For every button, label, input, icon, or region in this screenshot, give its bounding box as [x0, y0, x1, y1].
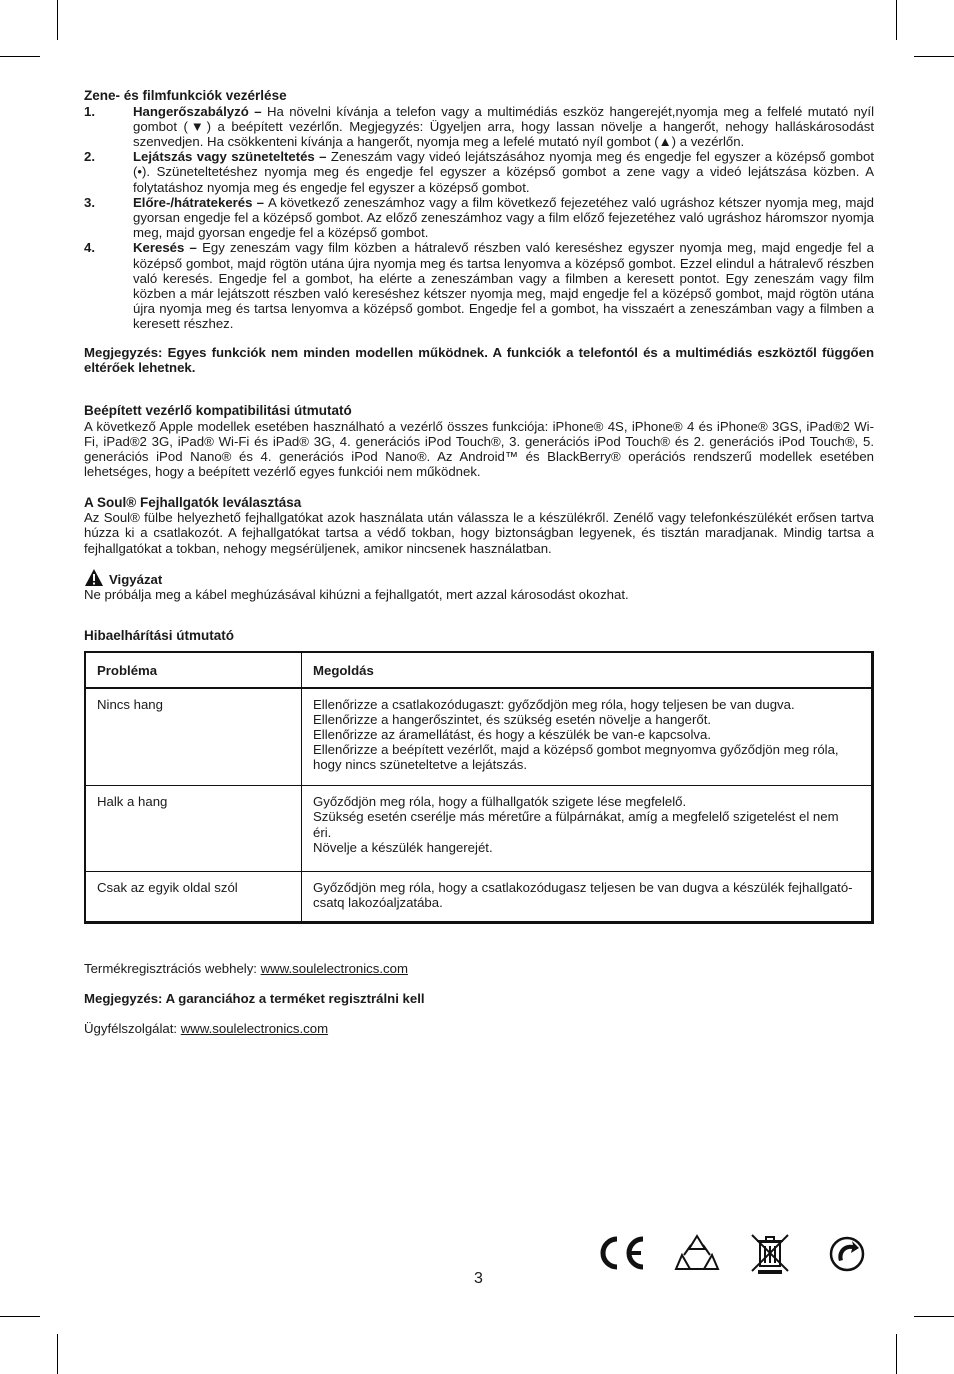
item-number: 2. [84, 149, 95, 165]
controls-note: Megjegyzés: Egyes funkciók nem minden modellen működnek. A funkciók a telefontól és a multimédiás eszköztől függően eltérőek lehetnek. [84, 344, 874, 375]
solution-line: Ellenőrizze a hangerőszintet, és szükség esetén növelje a hangerőt. [313, 711, 712, 727]
warning-icon [84, 568, 104, 587]
solution-line: Győződjön meg róla, hogy a fülhallgatók szigete lése megfelelő. [313, 794, 687, 810]
item-text: Ha növelni kívánja a telefon vagy a multimédiás eszköz hangerejét,nyomja meg a felfelé mutató nyíl gombot (▼) a beépített vezérlőn. Megjegyzés: Ügyeljen arra, hogy lassan növelje a hangerőt, nehogy halláskárosodást szenvedjen. Ha csökkenteni kívánja a hangerőt, nyomja meg a lefelé mutató nyíl gombot (▲) a vezérlőn. [133, 103, 874, 149]
list-item [84, 240, 874, 331]
page-number: 3 [474, 1270, 483, 1287]
green-dot-icon [828, 1233, 866, 1273]
troubleshooting-table [84, 651, 874, 923]
registration-line [84, 961, 874, 976]
detach-heading: A Soul® Fejhallgatók leválasztása [84, 494, 302, 510]
item-title: Lejátszás vagy szüneteltetés [133, 149, 315, 165]
solution-line: Ellenőrizze a csatlakozódugaszt: győződjön meg róla, hogy teljesen be van dugva. [313, 696, 795, 712]
table-row [85, 786, 873, 872]
solution-cell [302, 872, 873, 922]
table-header-row [85, 652, 873, 687]
ce-mark-icon [596, 1233, 648, 1273]
weee-crossed-bin-icon [748, 1233, 792, 1275]
solution-line: Szükség esetén cserélje más méretűre a fülpárnákat, amíg a megfelelő szigetelést el nem éri. [313, 809, 839, 840]
detach-text: Az Soul® fülbe helyezhető fejhallgatókat azok használata után válassza le a készülékről. Zenélő vagy telefonkészülékét erősen tartva húzza ki a csatlakozót. A fejhallgatókat tartsa a védő tokban, hogy biztonságban legyenek, és tisztán maradjanak. Mindig tartsa a fejhallgatókat a tokban, nehogy megsérüljenek, amikor nincsenek használatban. [84, 510, 874, 556]
column-header-problem: Probléma [85, 652, 302, 687]
problem-cell: Nincs hang [85, 688, 302, 786]
item-title: Keresés [133, 240, 185, 256]
item-title: Hangerőszabályzó [133, 103, 249, 119]
item-dash: – [252, 194, 269, 210]
item-dash: – [184, 240, 203, 256]
crop-mark [896, 1334, 897, 1374]
crop-mark [914, 56, 954, 57]
item-text: Egy zeneszám vagy film közben a hátralevő részben való kereséshez egyszer nyomja meg, majd engedje fel a középső gombot, majd rögtön utána újra nyomja meg és tartsa lenyomva a középső gombot. Ezzel elindul a hátralevő részben való keresés. Engedje fel a gombot, ha elérte a zeneszámban vagy a filmben a keresett pontot. Egy zeneszám vagy film közben a már lejátszott részben való kereséshez kétszer nyomja meg, majd engedje fel a középső gombot, majd rögtön utána újra nyomja meg és tartsa lenyomva a középső gombot. Engedje fel a gombot, ha visszaért a zeneszámban vagy a filmben a keresett részhez. [133, 240, 874, 332]
item-title: Előre-/hátratekerés [133, 194, 253, 210]
item-text: A következő zeneszámhoz vagy a film következő fejezetéhez való ugráshoz kétszer nyomja meg, majd gyorsan engedje fel a középső gombot. Az előző zeneszámhoz vagy a film előző fejezetéhez való ugráshoz háromszor nyomja meg, majd gyorsan engedje fel a középső gombot. [133, 194, 874, 241]
caution-text: Ne próbálja meg a kábel meghúzásával kihúzni a fejhallgatót, mert azzal károsodást okozhat. [84, 586, 629, 602]
caution-title [84, 568, 874, 587]
caution-heading: Vigyázat [109, 571, 163, 587]
registration-label: Termékregisztrációs webhely: [84, 960, 261, 976]
solution-line: Ellenőrizze a beépített vezérlőt, majd a középső gombot megnyomva győződjön meg róla, hogy nincs szüneteltetve a lejátszás. [313, 742, 839, 773]
support-label: Ügyfélszolgálat: [84, 1020, 181, 1036]
item-number: 1. [84, 103, 95, 119]
item-number: 4. [84, 240, 95, 256]
solution-line: Növelje a készülék hangerejét. [313, 839, 493, 855]
table-row [85, 872, 873, 922]
support-link[interactable]: www.soulelectronics.com [180, 1020, 329, 1036]
crop-mark [57, 0, 58, 40]
item-dash: – [248, 103, 267, 119]
crop-mark [896, 0, 897, 40]
crop-mark [914, 1316, 954, 1317]
crop-mark [0, 56, 40, 57]
solution-cell [302, 688, 873, 786]
problem-cell: Csak az egyik oldal szól [85, 872, 302, 922]
list-item [84, 195, 874, 241]
table-row [85, 688, 873, 786]
page-content [84, 88, 874, 1036]
solution-line: Győződjön meg róla, hogy a csatlakozódugasz teljesen be van dugva a készülék fejhallgató-csatq lakozóaljzatába. [313, 880, 853, 911]
support-line [84, 1021, 874, 1036]
compat-text: A következő Apple modellek esetében használható a vezérlő összes funkciója: iPhone® 4S, iPhone® 4 és iPhone® 3GS, iPad®2 Wi-Fi, iPad®2 3G, iPad® Wi-Fi és iPad® 3G, 4. generációs iPod Touch®, 3. generációs iPod Touch® és 2. generációs iPod Touch®, 5. generációs iPod Nano® és 4. generációs iPod Nano®. Az Android™ és BlackBerry® operációs rendszerű modellek esetében lehetséges, hogy a beépített vezérlő egyes funkciói nem működnek. [84, 418, 874, 480]
column-header-solution: Megoldás [302, 652, 873, 687]
item-text: Zeneszám vagy videó lejátszásához nyomja meg és engedje fel egyszer a középső gombot (•). Szüneteltetéshez nyomja meg és engedje fel egyszer a középső gombot a zene vagy a videó lejátszása közben. A folytatáshoz nyomja meg és engedje fel egyszer a középső gombot. [133, 149, 874, 195]
warranty-note: Megjegyzés: A garanciához a terméket regisztrálni kell [84, 990, 425, 1006]
controls-heading: Zene- és filmfunkciók vezérlése [84, 88, 287, 103]
crop-mark [57, 1334, 58, 1374]
recycle-icon [674, 1233, 720, 1275]
registration-link[interactable]: www.soulelectronics.com [260, 960, 408, 976]
controls-list [84, 104, 874, 332]
list-item [84, 104, 874, 150]
certification-logos [596, 1233, 866, 1275]
crop-mark [0, 1316, 40, 1317]
list-item [84, 149, 874, 195]
item-dash: – [314, 149, 331, 165]
problem-cell: Halk a hang [85, 786, 302, 872]
solution-line: Ellenőrizze az áramellátást, és hogy a készülék be van-e kapcsolva. [313, 727, 712, 743]
troubleshooting-heading: Hibaelhárítási útmutató [84, 627, 235, 643]
item-number: 3. [84, 194, 95, 210]
compat-heading: Beépített vezérlő kompatibilitási útmutató [84, 403, 352, 419]
solution-cell [302, 786, 873, 872]
